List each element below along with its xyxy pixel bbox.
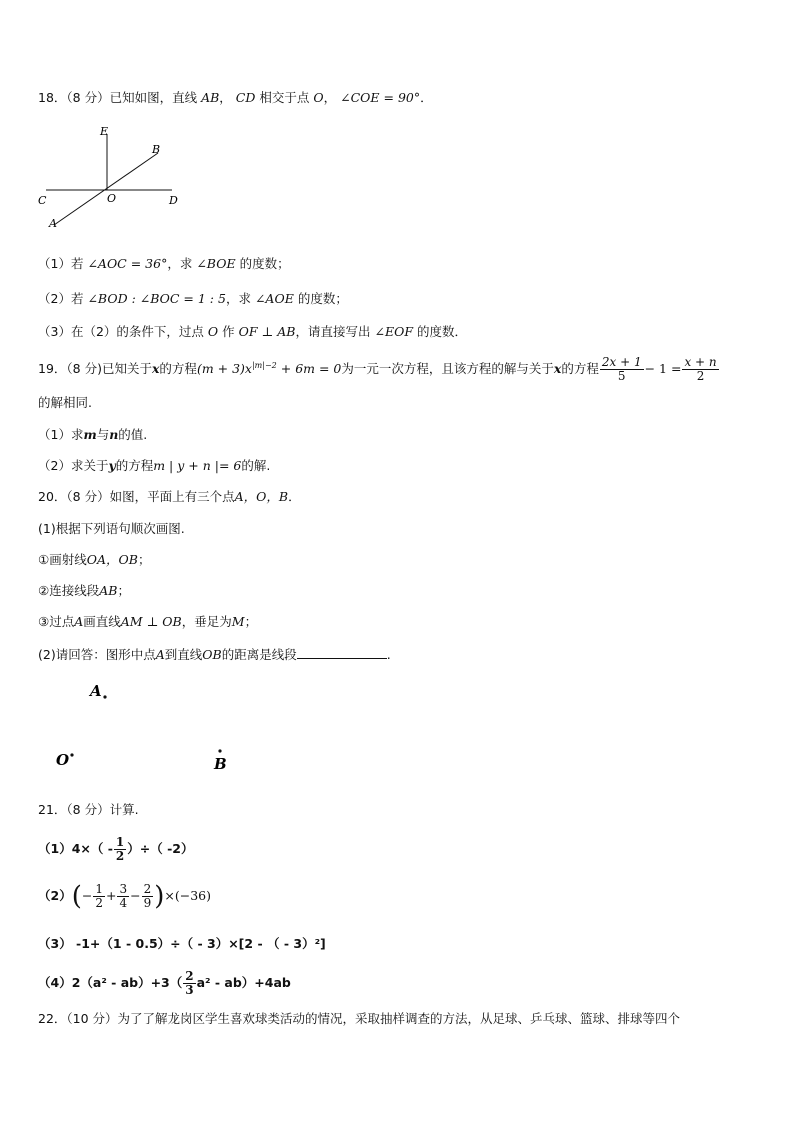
label-e: E bbox=[100, 125, 109, 138]
point-a bbox=[103, 695, 106, 698]
point-b-label: B bbox=[214, 755, 227, 773]
fraction-xn-2: $\frac{x + n}{2}$ bbox=[684, 355, 717, 384]
fraction-3-4: $\frac{3}{4}$ bbox=[119, 882, 128, 910]
fraction-2-3: $\frac{2}{3}$ bbox=[185, 969, 194, 997]
q21-part3: （3） -1+（1 - 0.5）÷（ - 3）×[2 - （ - 3）²] bbox=[38, 936, 326, 951]
q18-part2: （2）若 ∠BOD : ∠BOC = 1 : 5，求 ∠AOE 的度数； bbox=[38, 291, 348, 306]
fraction-1-2b: $\frac{1}{2}$ bbox=[95, 882, 103, 910]
fraction-2x1-5: $\frac{2x + 1}{5}$ bbox=[601, 355, 642, 384]
fraction-1-2: $\frac{1}{2}$ bbox=[115, 835, 125, 863]
line-ab bbox=[54, 153, 158, 225]
label-d: D bbox=[169, 194, 178, 207]
label-a: A bbox=[49, 217, 57, 230]
q18-figure bbox=[36, 122, 186, 232]
point-a-label: A bbox=[90, 682, 102, 700]
answer-blank[interactable] bbox=[297, 646, 387, 659]
label-b: B bbox=[152, 143, 161, 156]
q21-part2: （2）(− $\frac{1}{2}$ + $\frac{3}{4}$ − $\frac{2}{9}$ )×(−36) bbox=[38, 881, 211, 912]
q20-figure bbox=[48, 676, 248, 781]
fraction-2-9: $\frac{2}{9}$ bbox=[143, 882, 152, 910]
q19-part1: （1）求m与n的值. bbox=[38, 427, 148, 442]
q22-text: 22．（10 分）为了了解龙岗区学生喜欢球类活动的情况，采取抽样调查的方法，从足球、乒乓球、篮球、排球等四个 bbox=[38, 1011, 681, 1026]
q20-header: 20．（8 分）如图，平面上有三个点A，O，B． bbox=[38, 489, 301, 504]
q20-instr3: ③过点A画直线AM ⊥ OB，垂足为M； bbox=[38, 614, 258, 629]
point-b bbox=[218, 749, 221, 752]
q21-part1: （1）4×（ - $\frac{1}{2}$ ）÷（ -2） bbox=[38, 835, 194, 863]
q20-instr2: ②连接线段AB； bbox=[38, 583, 130, 598]
q18-header: 18．（8 分）已知如图，直线 AB， CD 相交于点 O， ∠COE = 90°． bbox=[38, 90, 433, 105]
q18-part1: （1）若 ∠AOC = 36°，求 ∠BOE 的度数； bbox=[38, 256, 290, 271]
q19-header: 19．（8 分)已知关于x的方程$(m + 3)x^{|m|-2} + 6m = 0$为一元一次方程，且该方程的解与关于x的方程 $\frac{2x + 1}{5}$ − 1 = $\frac{x + n}{2}$ bbox=[38, 355, 717, 384]
q20-instr1: ①画射线OA，OB； bbox=[38, 552, 151, 567]
q21-part4: （4）2（a² - ab）+3（ $\frac{2}{3}$ a² - ab）+4ab bbox=[38, 969, 291, 997]
q18-part3: （3）在（2）的条件下，过点 O 作 OF ⊥ AB，请直接写出 ∠EOF 的度数． bbox=[38, 324, 468, 339]
q20-step2: (2)请回答：图形中点A到直线OB的距离是线段 . bbox=[38, 647, 391, 662]
point-o-label: O bbox=[56, 751, 70, 769]
label-c: C bbox=[38, 194, 47, 207]
q21-header: 21．（8 分）计算. bbox=[38, 802, 139, 817]
point-o bbox=[70, 753, 73, 756]
q20-step1: (1)根据下列语句顺次画图. bbox=[38, 521, 185, 536]
q19-part2: （2）求关于y的方程m | y + n |= 6的解. bbox=[38, 458, 271, 473]
label-o: O bbox=[107, 192, 117, 205]
q19-cont: 的解相同. bbox=[38, 395, 92, 410]
